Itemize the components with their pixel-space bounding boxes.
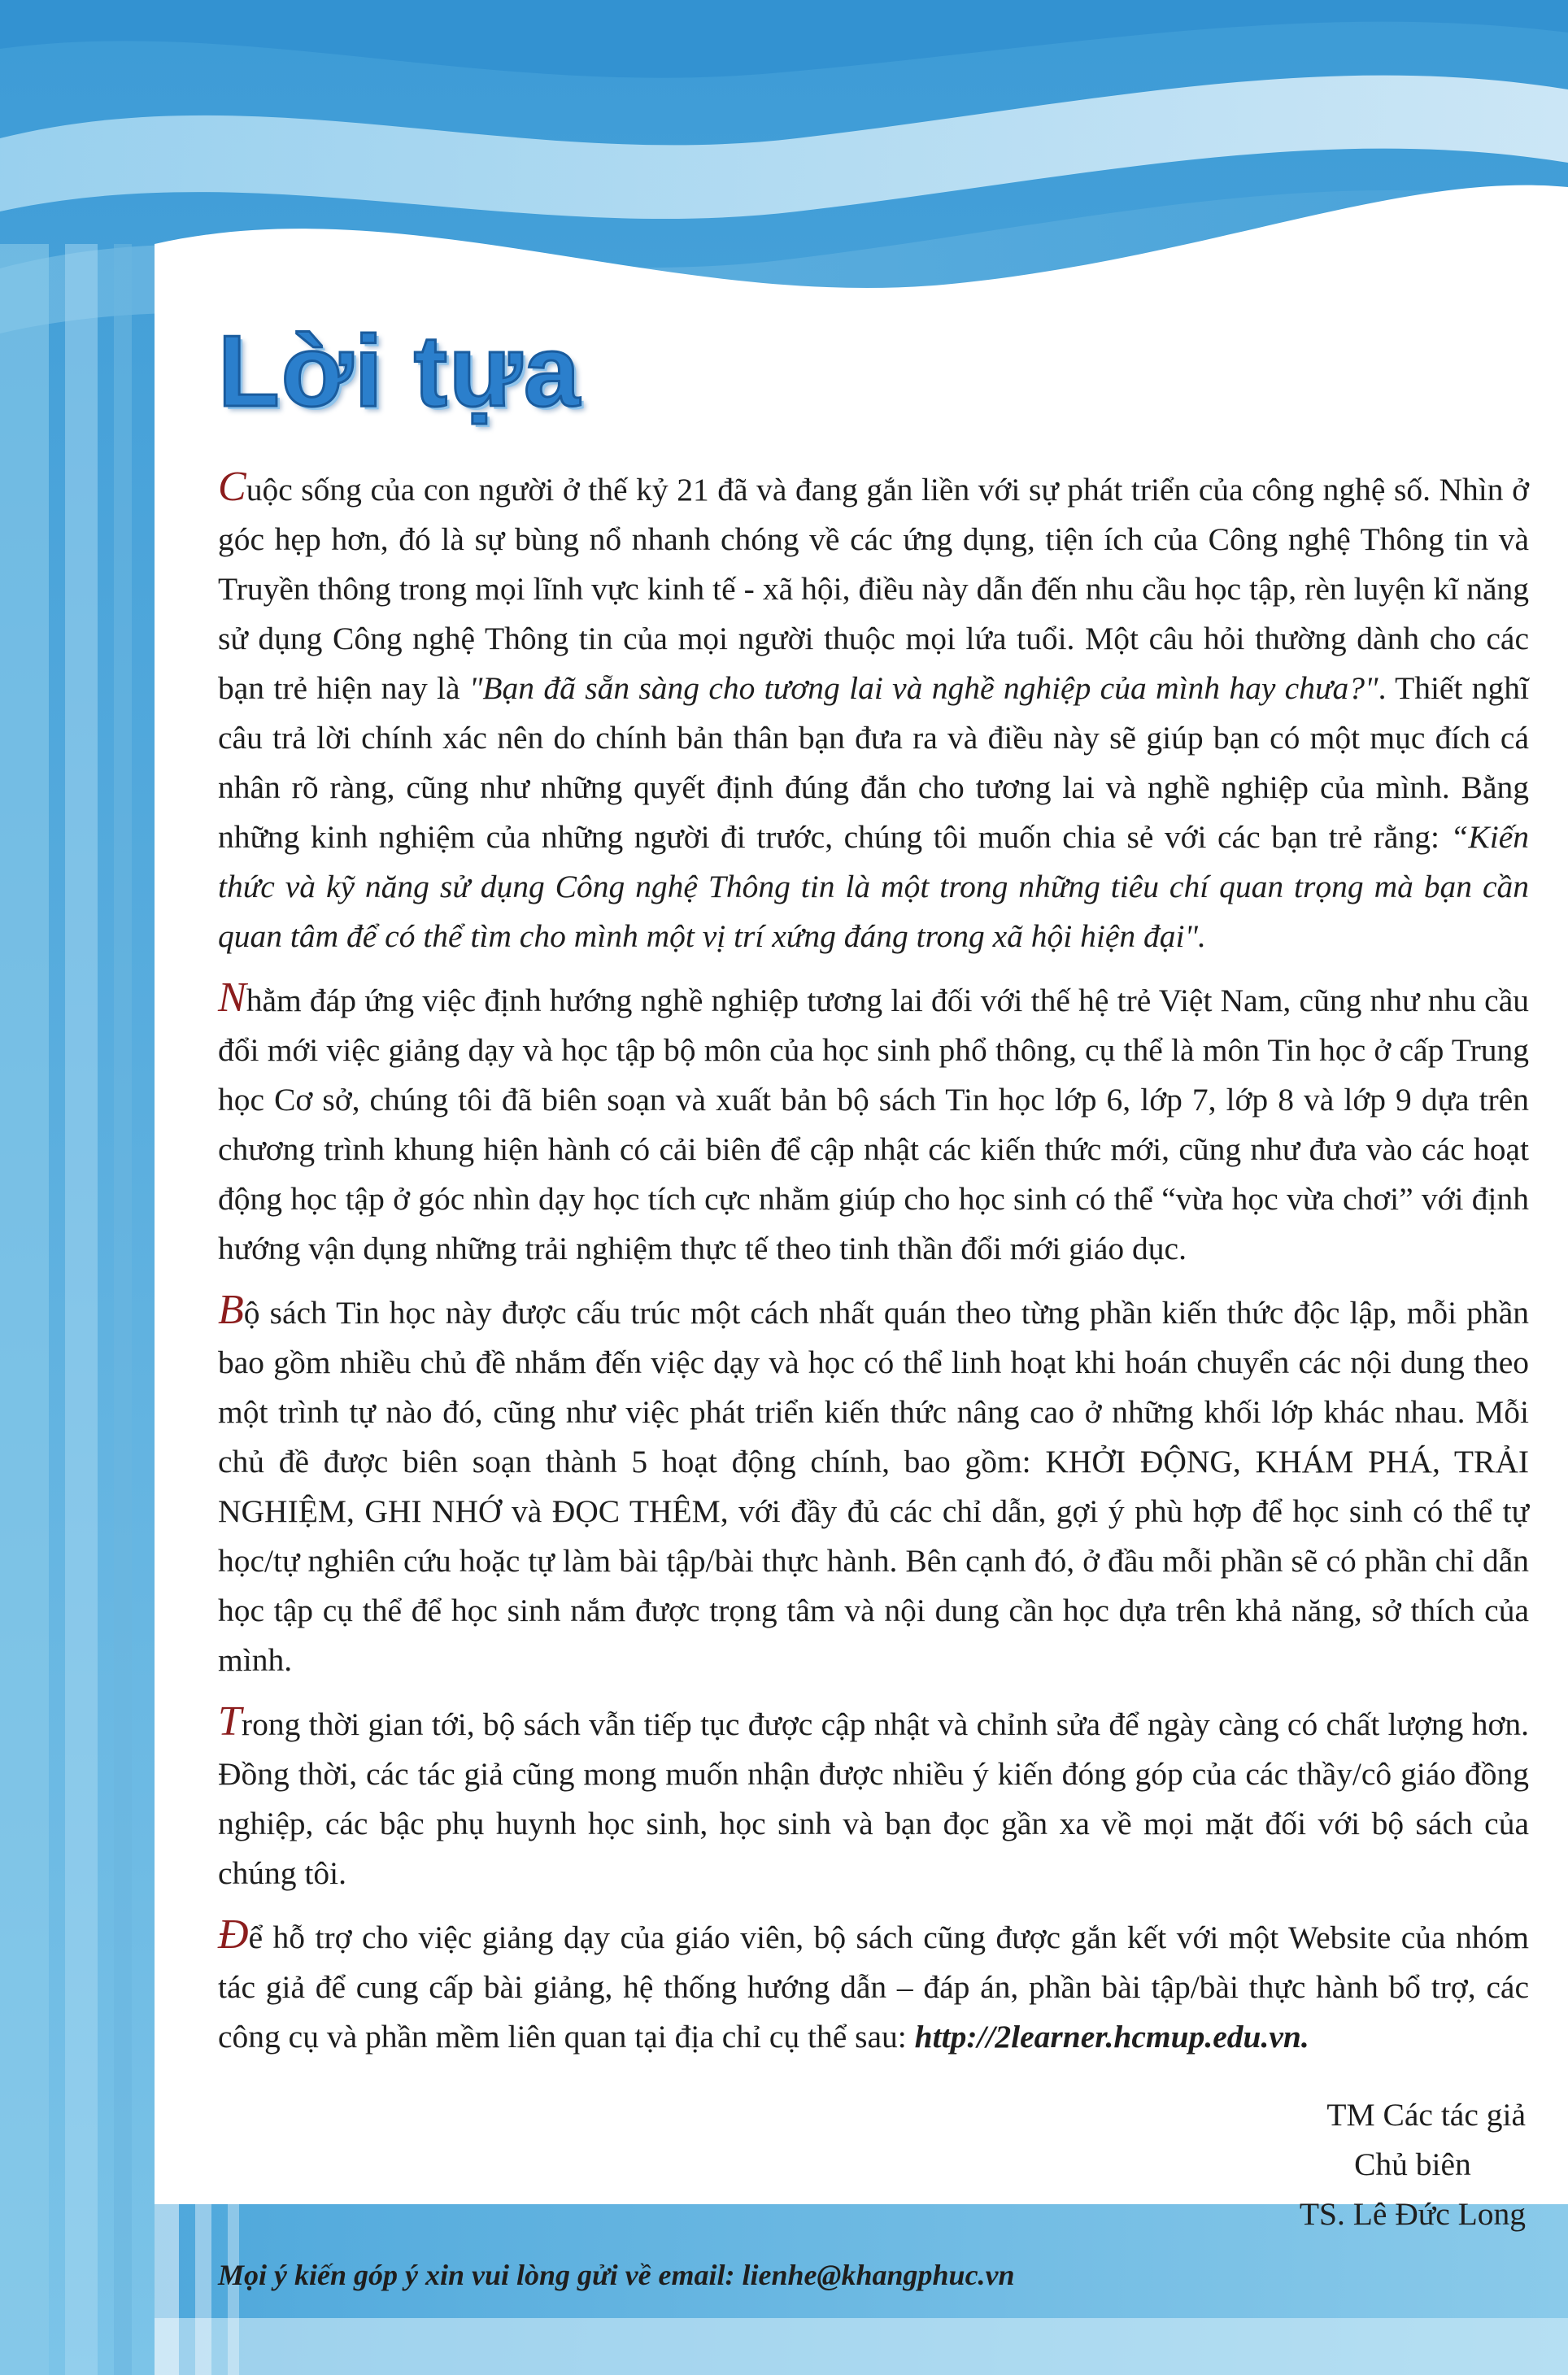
dropcap: C: [218, 464, 246, 510]
dropcap: B: [218, 1287, 244, 1333]
website-link[interactable]: http://2learner.hcmup.edu.vn.: [914, 2019, 1309, 2055]
paragraph-3: [218, 1288, 1529, 1685]
paragraph-text: uộc sống của con người ở thế kỷ 21 đã và đang gắn liền với sự phát triển của công nghệ số. Nhìn ở góc hẹp hơn, đó là sự bùng nổ nhanh chóng về các ứng dụng, tiện ích của Công nghệ Thông tin và Truyền thông trong mọi lĩnh vực kinh tế - xã hội, điều này dẫn đến nhu cầu học tập, rèn luyện kĩ năng sử dụng Công nghệ Thông tin của mọi người thuộc mọi lứa tuổi. Một câu hỏi thường dành cho các bạn trẻ hiện nay là: [218, 472, 1529, 706]
left-stripe-3: [114, 244, 132, 2375]
signature-title: Chủ biên: [1354, 2146, 1471, 2182]
signature-block: [1300, 2090, 1526, 2239]
bottom-left-bar-1: [155, 2204, 179, 2375]
signature-name: TS. Lê Đức Long: [1299, 2196, 1526, 2232]
paragraph-text: . Thiết nghĩ câu trả lời chính xác nên do chính bản thân bạn đưa ra và điều này sẽ giúp bạn có một mục đích cá nhân rõ ràng, cũng như những quyết định đúng đắn cho tương lai và nghề nghiệp của mình. Bằng những kinh nghiệm của những người đi trước, chúng tôi muốn chia sẻ với các bạn trẻ rằng:: [218, 670, 1529, 855]
paragraph-text: hằm đáp ứng việc định hướng nghề nghiệp tương lai đối với thế hệ trẻ Việt Nam, cũng như nhu cầu đổi mới việc giảng dạy và học tập bộ môn của học sinh phổ thông, cụ thể là môn Tin học ở cấp Trung học Cơ sở, chúng tôi đã biên soạn và xuất bản bộ sách Tin học lớp 6, lớp 7, lớp 8 và lớp 9 dựa trên chương trình khung hiện hành có cải biên để cập nhật các kiến thức mới, cũng như đưa vào các hoạt động học tập ở góc nhìn dạy học tích cực nhằm giúp cho học sinh có thể “vừa học vừa chơi” với định hướng vận dụng những trải nghiệm thực tế theo tinh thần đổi mới giáo dục.: [218, 983, 1529, 1266]
bottom-highlight: [155, 2318, 1568, 2375]
paragraph-text: rong thời gian tới, bộ sách vẫn tiếp tục được cập nhật và chỉnh sửa để ngày càng có chất lượng hơn. Đồng thời, các tác giả cũng mong muốn nhận được nhiều ý kiến đóng góp của các thầy/cô giáo đồng nghiệp, các bậc phụ huynh học sinh, học sinh và bạn đọc gần xa về mọi mặt đối với bộ sách của chúng tôi.: [218, 1706, 1529, 1891]
paragraph-4: [218, 1700, 1529, 1898]
paragraph-1: [218, 465, 1529, 961]
dropcap: N: [218, 974, 246, 1021]
page-title: Lời tựa: [218, 316, 581, 428]
bottom-left-bar-2: [195, 2204, 211, 2375]
quote-text: “Kiến thức và kỹ năng sử dụng Công nghệ Thông tin là một trong những tiêu chí quan trọng mà bạn cần quan tâm để có thể tìm cho mình một vị trí xứng đáng trong xã hội hiện đại".: [218, 819, 1529, 954]
footer-contact: Mọi ý kiến góp ý xin vui lòng gửi về email: lienhe@khangphuc.vn: [218, 2259, 1015, 2291]
left-stripe-2: [65, 244, 98, 2375]
signature-role: TM Các tác giả: [1326, 2097, 1526, 2133]
paragraph-text: ể hỗ trợ cho việc giảng dạy của giáo viên, bộ sách cũng được gắn kết với một Website của nhóm tác giả để cung cấp bài giảng, hệ thống hướng dẫn – đáp án, phần bài tập/bài thực hành bổ trợ, các công cụ và phần mềm liên quan tại địa chỉ cụ thể sau:: [218, 1920, 1529, 2055]
left-stripe-1: [0, 244, 49, 2375]
paragraph-5: [218, 1913, 1529, 2062]
dropcap: Đ: [218, 1911, 249, 1958]
quote-text: "Bạn đã sẵn sàng cho tương lai và nghề nghiệp của mình hay chưa?": [468, 670, 1379, 706]
preface-body: [218, 465, 1529, 2076]
paragraph-2: [218, 976, 1529, 1274]
paragraph-text: ộ sách Tin học này được cấu trúc một cách nhất quán theo từng phần kiến thức độc lập, mỗi phần bao gồm nhiều chủ đề nhắm đến việc dạy và học có thể linh hoạt khi hoán chuyển các nội dung theo một trình tự nào đó, cũng như việc phát triển kiến thức nâng cao ở những khối lớp khác nhau. Mỗi chủ đề được biên soạn thành 5 hoạt động chính, bao gồm: KHỞI ĐỘNG, KHÁM PHÁ, TRẢI NGHIỆM, GHI NHỚ và ĐỌC THÊM, với đầy đủ các chỉ dẫn, gợi ý phù hợp để học sinh có thể tự học/tự nghiên cứu hoặc tự làm bài tập/bài thực hành. Bên cạnh đó, ở đầu mỗi phần sẽ có phần chỉ dẫn học tập cụ thể để học sinh nắm được trọng tâm và nội dung cần học dựa trên khả năng, sở thích của mình.: [218, 1295, 1529, 1678]
dropcap: T: [218, 1698, 242, 1745]
